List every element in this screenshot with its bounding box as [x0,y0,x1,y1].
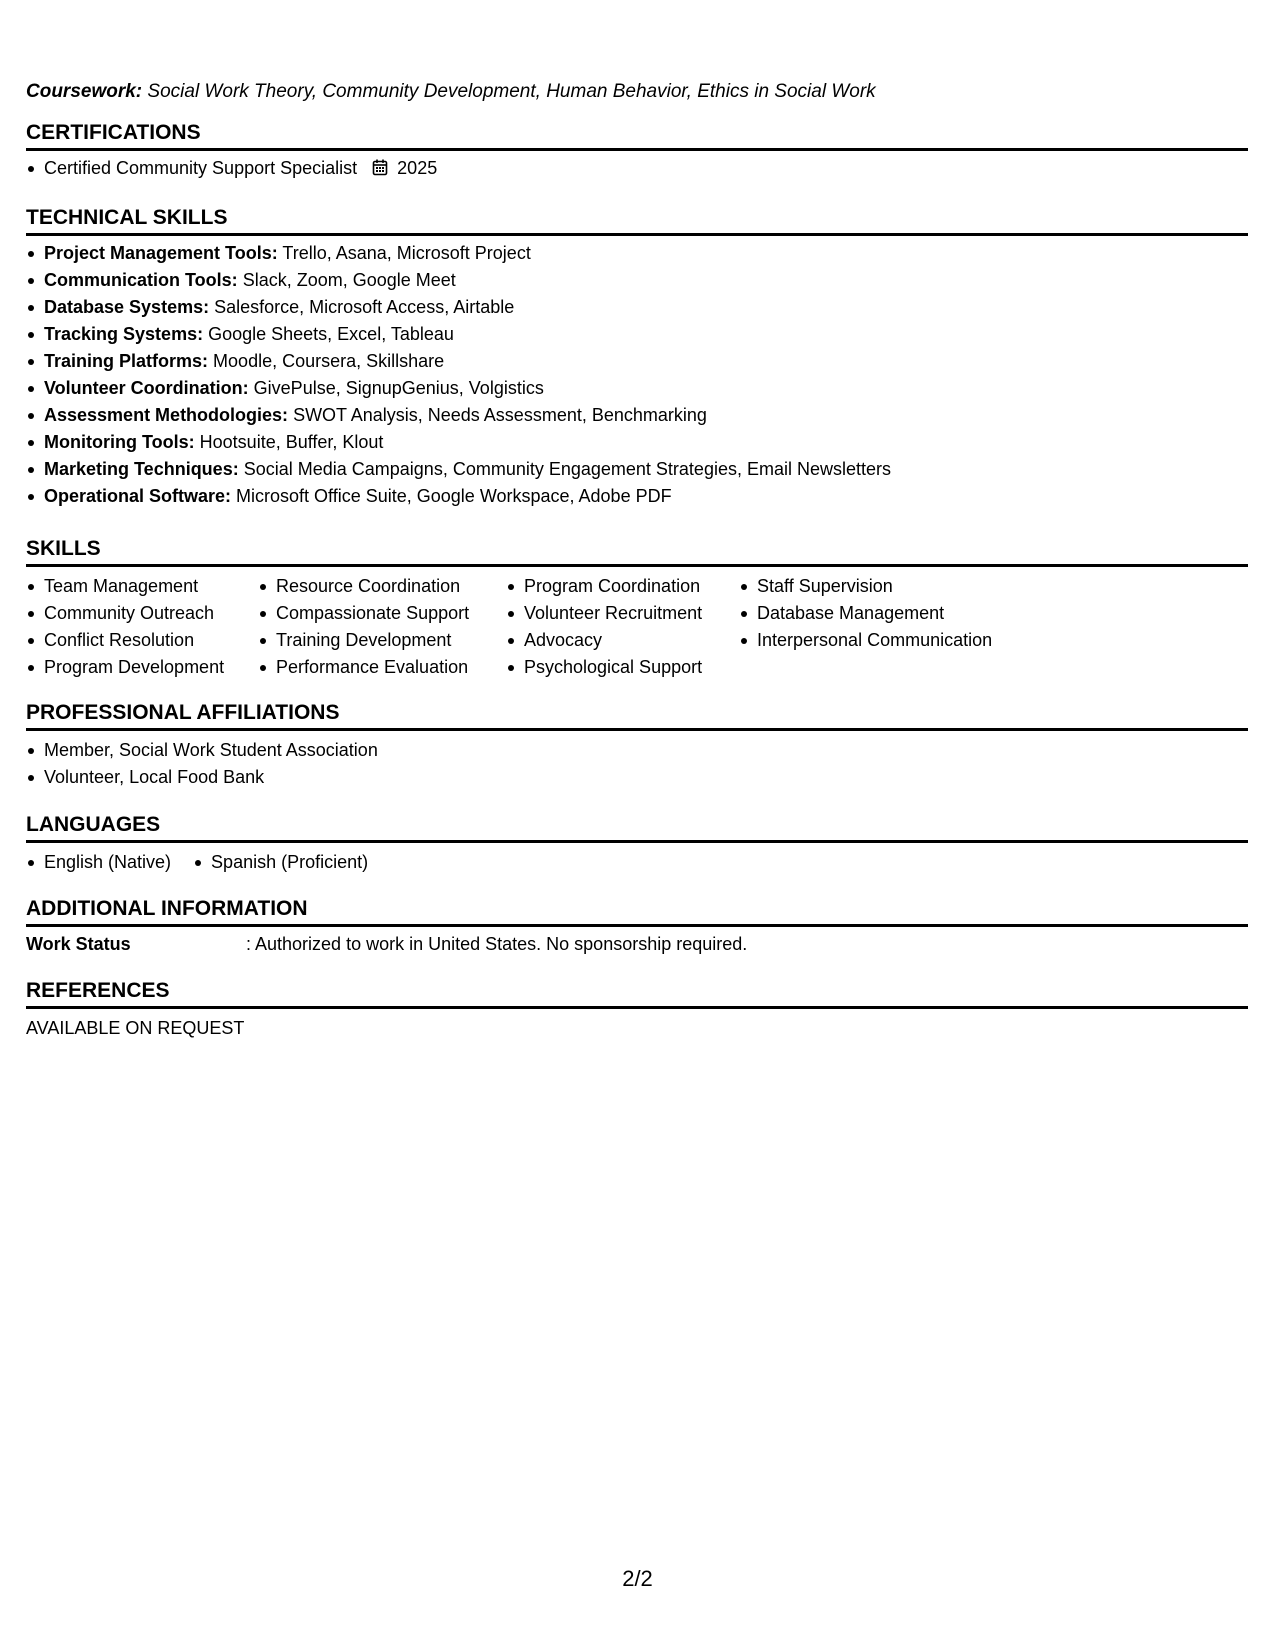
skill-item: Staff Supervision [739,573,1039,600]
list-item [26,240,1248,267]
list-item [26,483,1248,510]
resume-page [26,0,1248,1650]
technical-skills-section [26,205,1248,510]
coursework-line [26,80,876,104]
languages-list [26,849,1248,876]
skill-category-label: Monitoring Tools: [44,432,195,452]
skill-item: Conflict Resolution [26,627,258,654]
languages-section [26,812,1248,876]
skill-category-value: Trello, Asana, Microsoft Project [282,243,531,263]
skill-item: Community Outreach [26,600,258,627]
skill-item: Program Coordination [506,573,739,600]
skill-item: Team Management [26,573,258,600]
affiliations-section [26,700,1248,791]
skill-category-value: Moodle, Coursera, Skillshare [213,351,445,371]
skill-category-value: SWOT Analysis, Needs Assessment, Benchmarking [293,405,707,425]
coursework-value: Social Work Theory, Community Development, Human Behavior, Ethics in Social Work [147,81,876,102]
work-status-row [26,931,1248,958]
technical-skills-list [26,240,1248,510]
skills-section [26,536,1248,681]
list-item [26,348,1248,375]
language-item: Spanish (Proficient) [193,849,368,876]
list-item [26,375,1248,402]
skill-item: Training Development [258,627,506,654]
skill-item: Performance Evaluation [258,654,506,681]
skills-column [739,573,1039,681]
skill-category-value: Hootsuite, Buffer, Klout [199,432,384,452]
section-divider [26,233,1248,236]
skill-category-label: Training Platforms: [44,351,209,371]
affiliations-list [26,737,1248,791]
certification-item [26,155,1248,182]
skill-item: Psychological Support [506,654,739,681]
skill-category-value: Social Media Campaigns, Community Engagement Strategies, Email Newsletters [243,459,891,479]
section-title-additional-info: ADDITIONAL INFORMATION [26,897,308,920]
page-number: 2/2 [622,1566,653,1591]
section-title-skills: SKILLS [26,537,101,560]
section-title-references: REFERENCES [26,979,170,1002]
references-section [26,978,1248,1042]
section-title-technical-skills: TECHNICAL SKILLS [26,206,228,229]
skill-category-label: Marketing Techniques: [44,459,239,479]
skill-item: Compassionate Support [258,600,506,627]
list-item [26,402,1248,429]
certification-year: 2025 [397,158,438,178]
list-item [26,429,1248,456]
list-item [26,267,1248,294]
skill-item: Database Management [739,600,1039,627]
skill-category-value: Google Sheets, Excel, Tableau [208,324,454,344]
references-text: AVAILABLE ON REQUEST [26,1018,245,1038]
skill-item: Interpersonal Communication [739,627,1039,654]
list-item [26,456,1248,483]
skills-column [26,573,258,681]
section-title-certifications: CERTIFICATIONS [26,121,201,144]
additional-info-section [26,896,1248,958]
skill-category-label: Communication Tools: [44,270,238,290]
skill-category-label: Database Systems: [44,297,210,317]
skill-category-label: Operational Software: [44,486,232,506]
section-divider [26,1006,1248,1009]
section-divider [26,148,1248,151]
list-item: Member, Social Work Student Association [26,737,1248,764]
section-title-languages: LANGUAGES [26,813,161,836]
list-item: Volunteer, Local Food Bank [26,764,1248,791]
coursework-label: Coursework: [26,81,143,102]
skill-category-label: Tracking Systems: [44,324,204,344]
skills-column [506,573,739,681]
skill-item: Resource Coordination [258,573,506,600]
list-item [26,321,1248,348]
skill-category-value: GivePulse, SignupGenius, Volgistics [253,378,544,398]
skill-category-label: Volunteer Coordination: [44,378,249,398]
certifications-section [26,120,1248,182]
skill-category-value: Salesforce, Microsoft Access, Airtable [214,297,515,317]
skill-item: Volunteer Recruitment [506,600,739,627]
skill-item: Program Development [26,654,258,681]
section-divider [26,564,1248,567]
work-status-value: : Authorized to work in United States. No sponsorship required. [246,934,748,954]
skill-category-value: Microsoft Office Suite, Google Workspace, Adobe PDF [236,486,672,506]
skill-category-label: Assessment Methodologies: [44,405,289,425]
skill-category-label: Project Management Tools: [44,243,278,263]
language-item: English (Native) [26,849,171,876]
skills-grid [26,573,1248,681]
list-item [26,294,1248,321]
skill-category-value: Slack, Zoom, Google Meet [242,270,456,290]
skill-item: Advocacy [506,627,739,654]
certification-name: Certified Community Support Specialist [44,158,358,178]
section-divider [26,924,1248,927]
certifications-list [26,155,1248,182]
section-title-affiliations: PROFESSIONAL AFFILIATIONS [26,701,340,724]
skills-column [258,573,506,681]
work-status-label: Work Status [26,934,131,954]
section-divider [26,840,1248,843]
calendar-icon [372,157,388,174]
section-divider [26,728,1248,731]
